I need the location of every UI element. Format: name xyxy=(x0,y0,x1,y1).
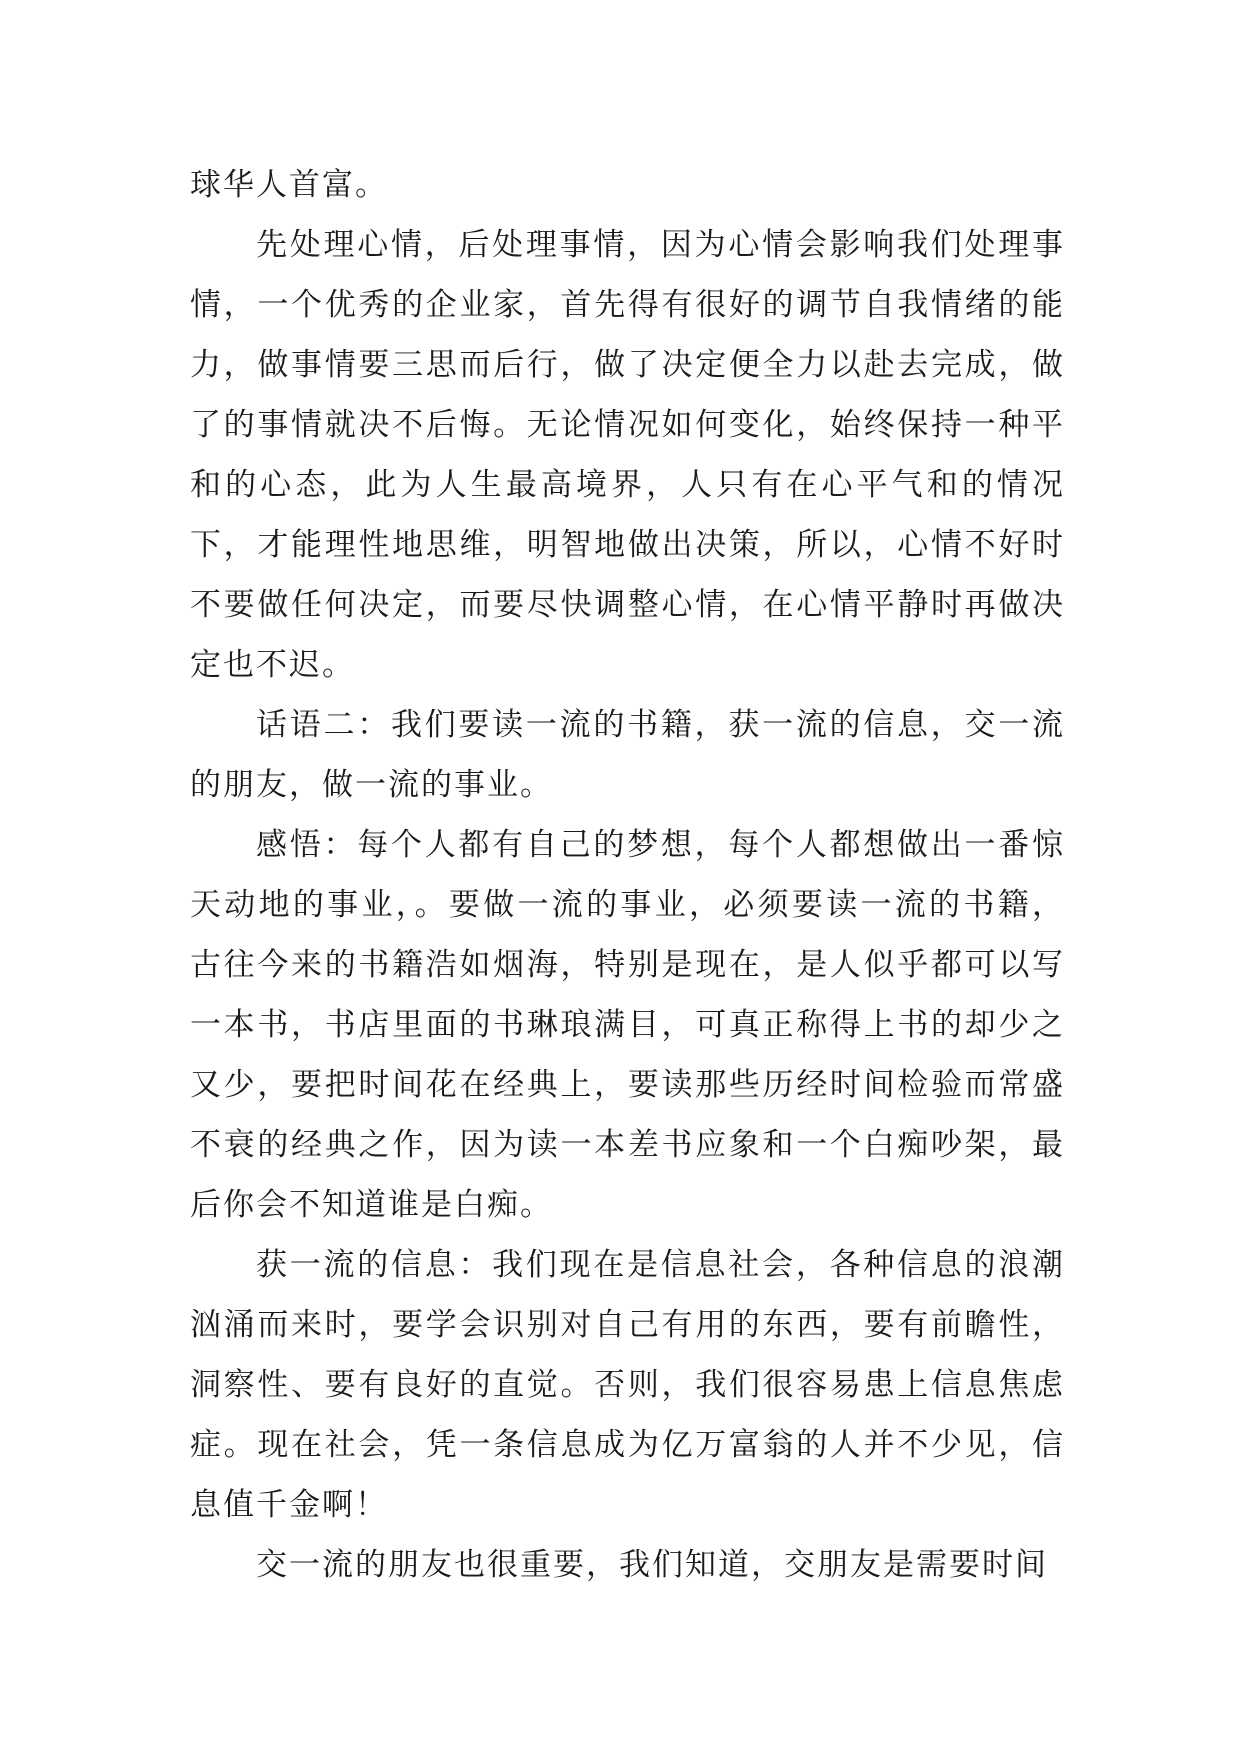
paragraph-6: 交一流的朋友也很重要，我们知道，交朋友是需要时间 xyxy=(256,1547,1048,1583)
paragraph-1: 球华人首富。 xyxy=(190,167,388,203)
paragraph-2: 先处理心情，后处理事情，因为心情会影响我们处理事情，一个优秀的企业家，首先得有很好的调节自我情绪的能力，做事情要三思而后行，做了决定便全力以赴去完成，做了的事情就决不后悔。无论情况如何变化，始终保持一种平和的心态，此为人生最高境界，人只有在心平气和的情况下，才能理性地思维，明智地做出决策，所以，心情不好时不要做任何决定，而要尽快调整心情，在心情平静时再做决定也不迟。 xyxy=(190,227,1065,683)
paragraph-3: 话语二：我们要读一流的书籍，获一流的信息，交一流的朋友，做一流的事业。 xyxy=(190,707,1065,803)
paragraph-5: 获一流的信息：我们现在是信息社会，各种信息的浪潮汹涌而来时，要学会识别对自己有用的东西，要有前瞻性，洞察性、要有良好的直觉。否则，我们很容易患上信息焦虑症。现在社会，凭一条信息成为亿万富翁的人并不少见，信息值千金啊！ xyxy=(190,1247,1065,1523)
paragraph-4: 感悟：每个人都有自己的梦想，每个人都想做出一番惊天动地的事业，。要做一流的事业，必须要读一流的书籍，古往今来的书籍浩如烟海，特别是现在，是人似乎都可以写一本书，书店里面的书琳琅满目，可真正称得上书的却少之又少，要把时间花在经典上，要读那些历经时间检验而常盛不衰的经典之作，因为读一本差书应象和一个白痴吵架，最后你会不知道谁是白痴。 xyxy=(190,827,1065,1223)
document-body xyxy=(190,155,1065,1595)
